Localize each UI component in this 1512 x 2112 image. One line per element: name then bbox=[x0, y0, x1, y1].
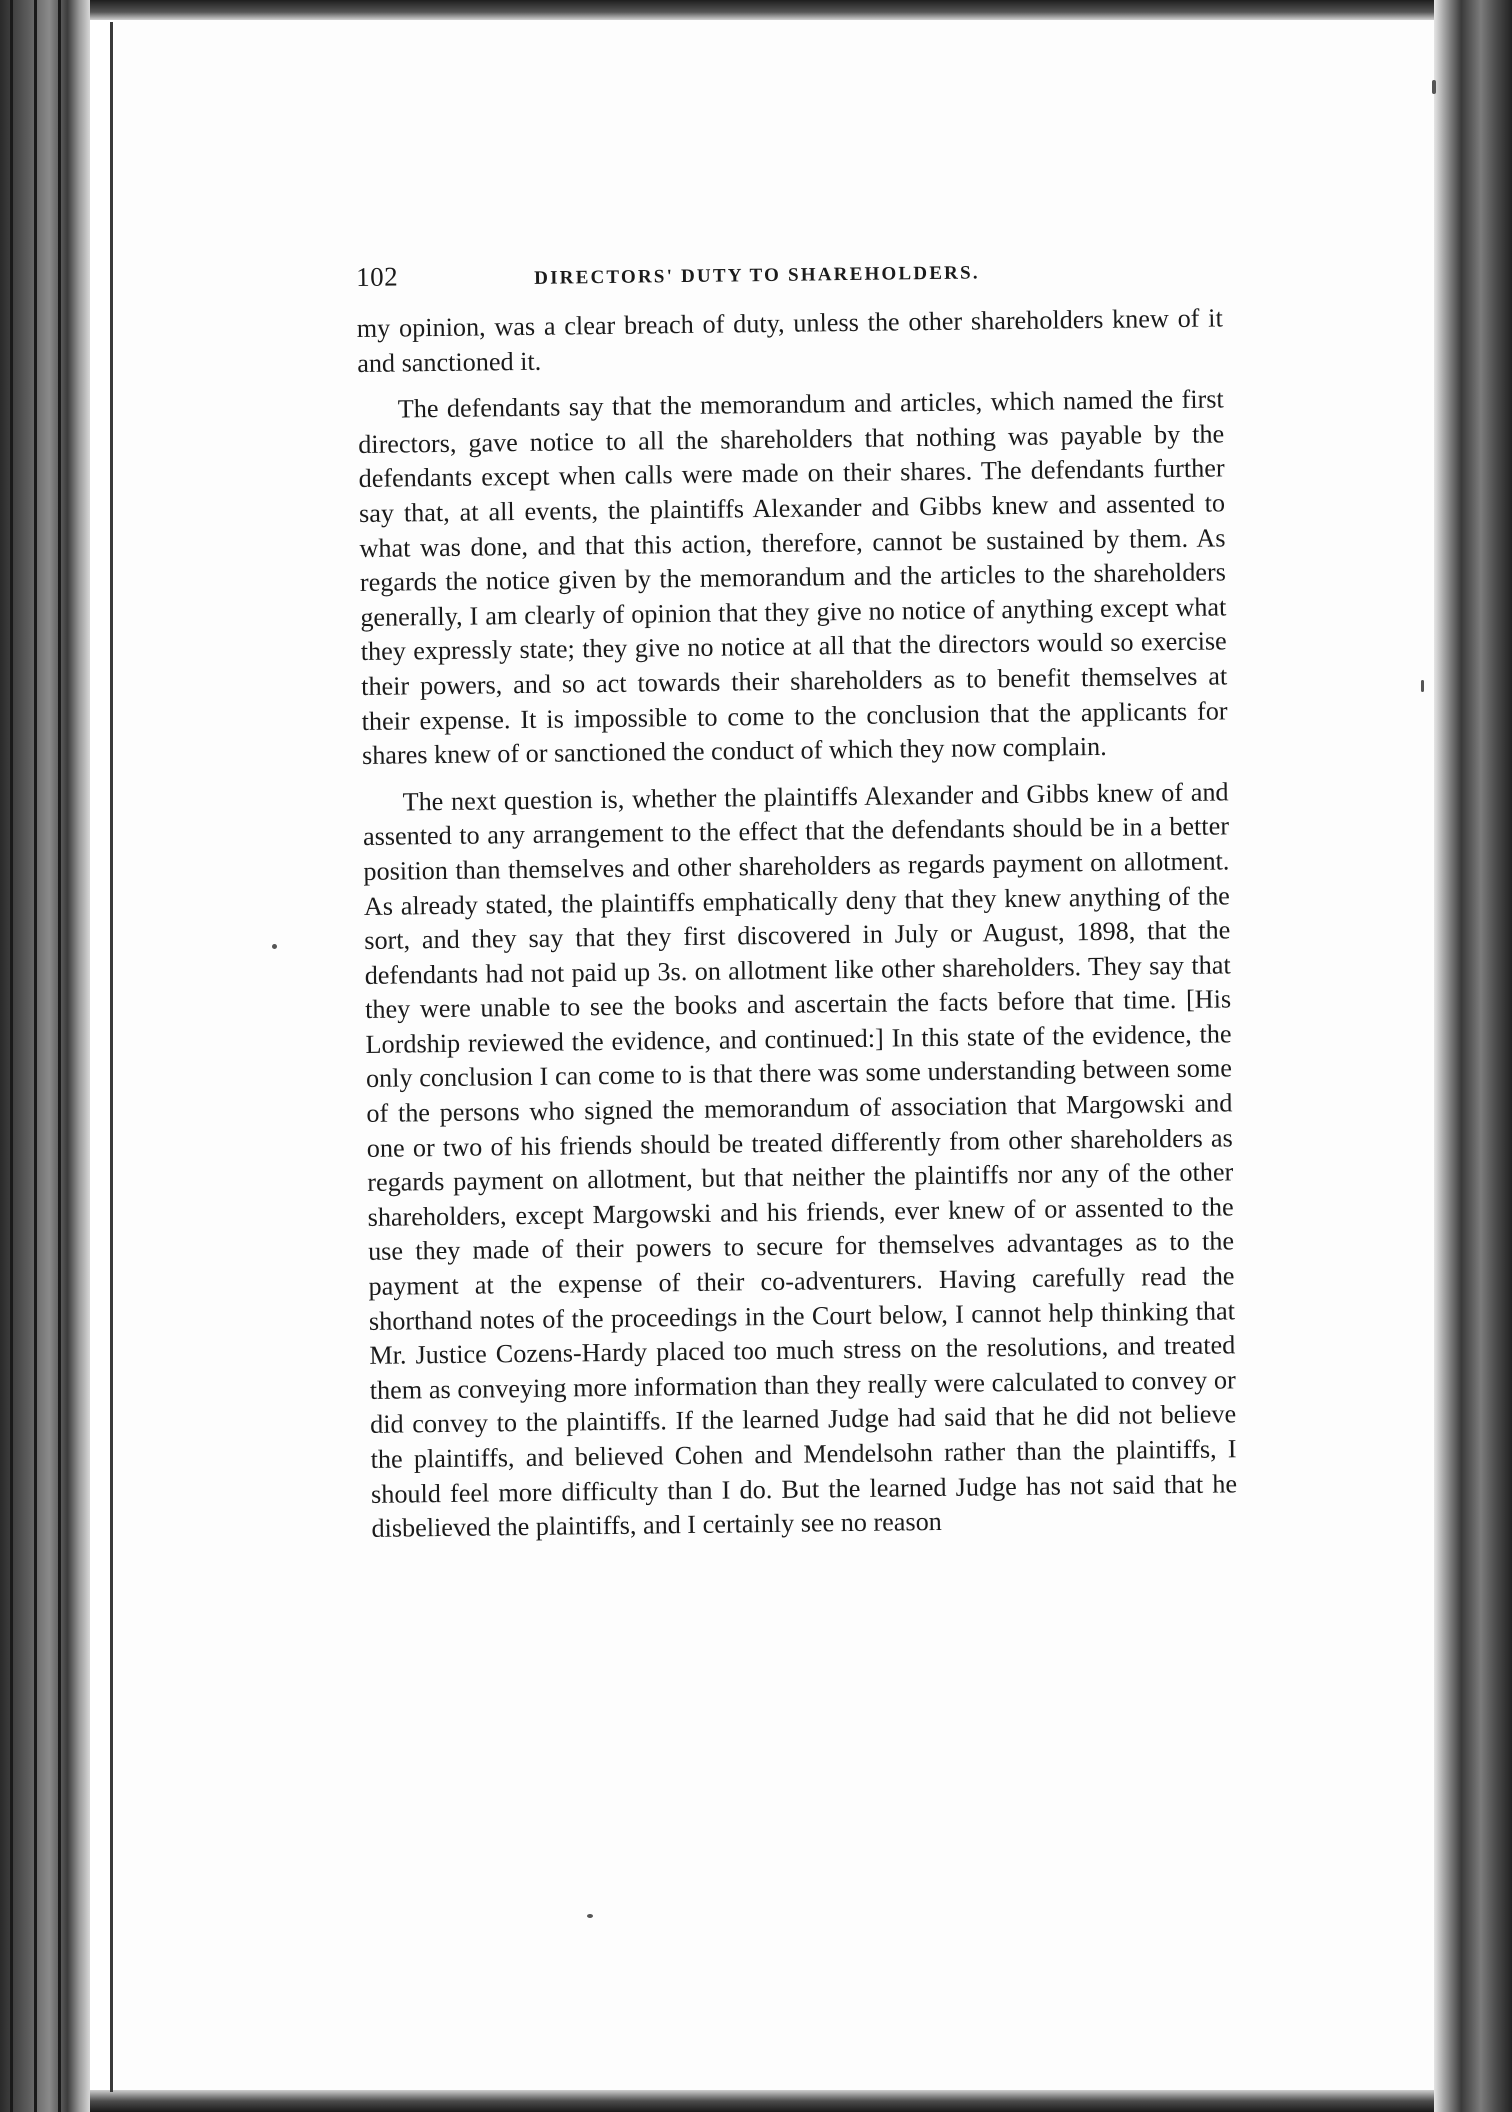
scan-speck bbox=[1432, 80, 1436, 94]
bottom-page-edge bbox=[90, 2090, 1434, 2112]
scan-speck bbox=[1421, 680, 1424, 692]
paragraph-next-question: The next question is, whether the plaintiffs Alexander and Gibbs knew of and assented to any arrangement to the effect that the defendants should be in a better position than themselves and other shareholders as regards payment on allotment. As already stated, the plaintiffs emphatically deny that they knew anything of the sort, and they say that they first discovered in July or August, 1898, that the defendants had not paid up 3s. on allotment like other shareholders. They say that they were unable to see the books and ascertain the facts before that time. [His Lordship reviewed the evidence, and continued:] In this state of the evidence, the only conclusion I can come to is that there was some understanding between some of the persons who signed the memorandum of association that Margowski and one or two of his friends should be treated differently from other shareholders as regards payment on allotment, but that neither the plaintiffs nor any of the other shareholders, except Margowski and his friends, ever knew of or assented to the use they made of their powers to secure for themselves advantages as to the payment at the expense of their co-adventurers. Having carefully read the shorthand notes of the proceedings in the Court below, I cannot help thinking that Mr. Justice Cozens-Hardy placed too much stress on the resolutions, and treated them as conveying more information than they really were calculated to convey or did convey to the plaintiffs. If the learned Judge had said that he did not believe the plaintiffs, and believed Cohen and Mendelsohn rather than the plaintiffs, I should feel more difficulty than I do. But the learned Judge has not said that he disbelieved the plaintiffs, and I certainly see no reason bbox=[362, 777, 1238, 1544]
page-text-block bbox=[356, 251, 1238, 1558]
page-number: 102 bbox=[356, 261, 399, 292]
scan-speck bbox=[272, 944, 277, 949]
right-page-edge bbox=[1434, 0, 1512, 2112]
paragraph-continuation: my opinion, was a clear breach of duty, unless the other shareholders knew of it and sanctioned it. bbox=[356, 303, 1223, 378]
running-title: DIRECTORS' DUTY TO SHAREHOLDERS. bbox=[534, 262, 980, 289]
scan-speck bbox=[587, 1914, 593, 1918]
page-border-line bbox=[110, 22, 113, 2092]
book-binding-edge bbox=[0, 0, 90, 2112]
top-page-edge bbox=[90, 0, 1512, 20]
paragraph-notice-argument: The defendants say that the memorandum and articles, which named the first directors, gave notice to all the shareholders that nothing was payable by the defendants except when calls were made on their shares. The defendants further say that, at all events, the plaintiffs Alexander and Gibbs knew and assented to what was done, and that this action, therefore, cannot be sustained by them. As regards the notice given by the memorandum and the articles to the shareholders generally, I am clearly of opinion that they give no notice of anything except what they expressly state; they give no notice at all that the directors would so exercise their powers, and so act towards their shareholders as to benefit themselves at their expense. It is impossible to come to the conclusion that the applicants for shares knew of or sanctioned the conduct of which they now complain. bbox=[358, 384, 1228, 771]
